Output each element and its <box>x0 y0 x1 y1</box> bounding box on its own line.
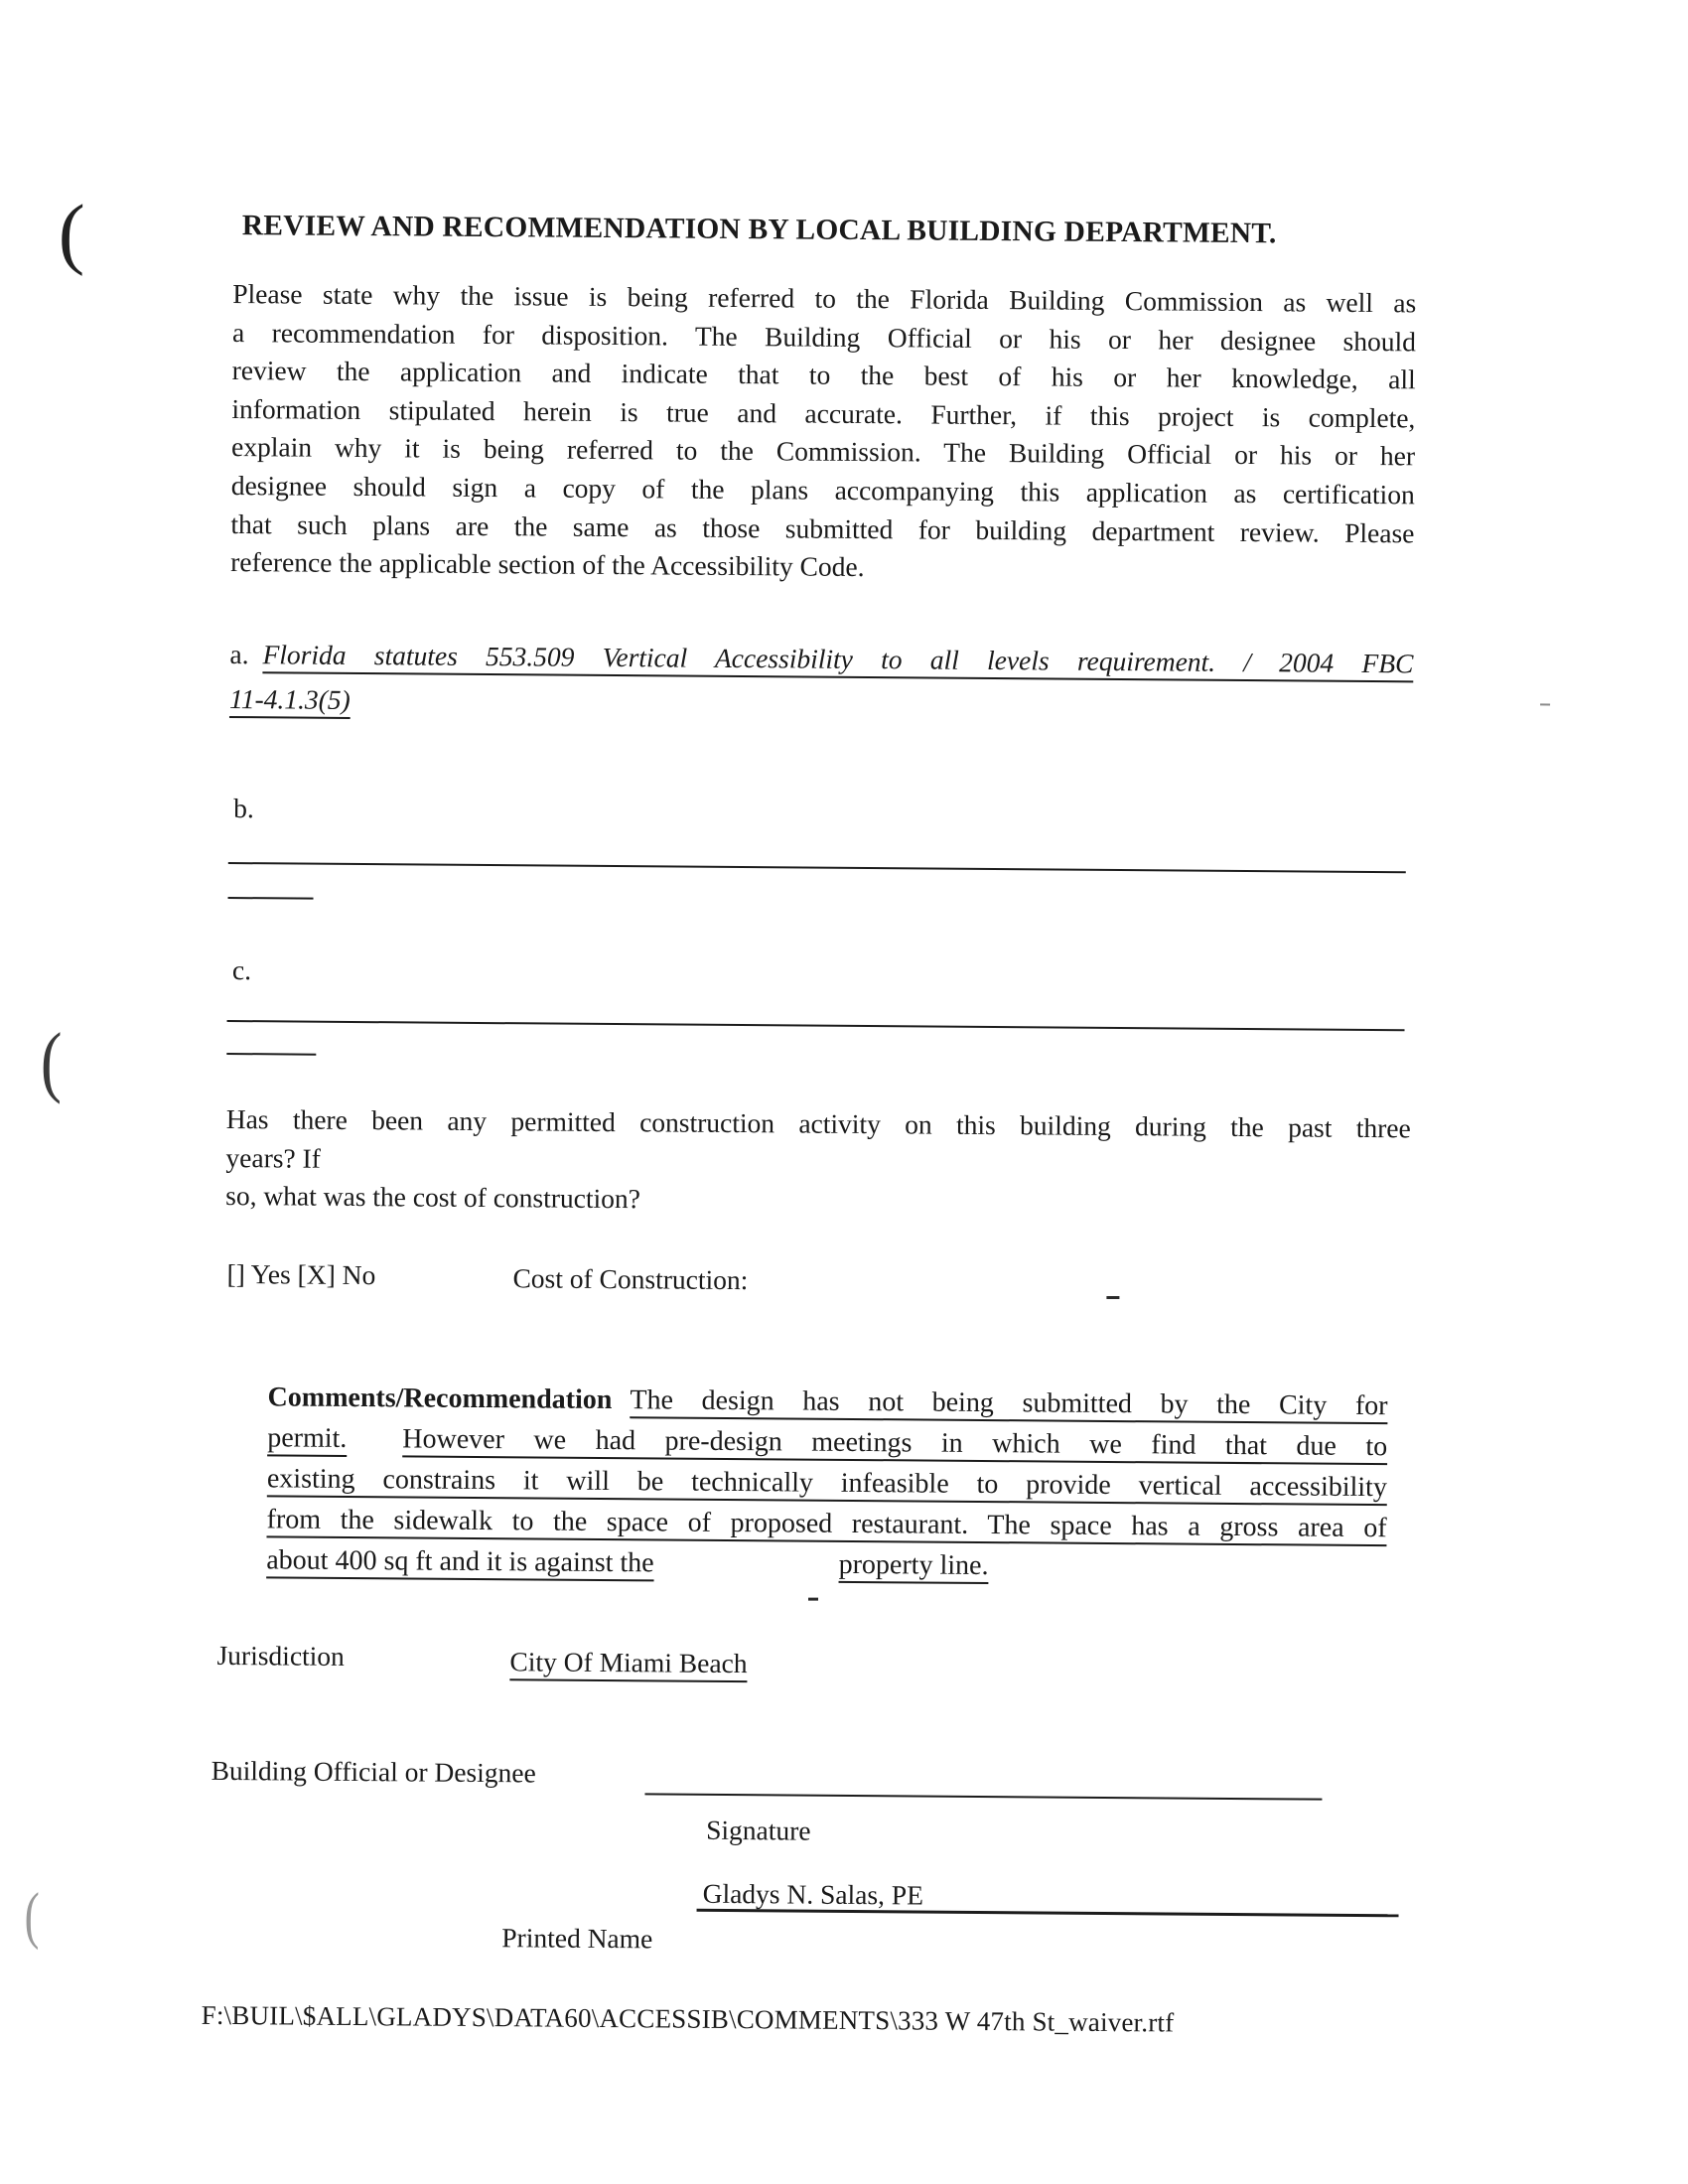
text-line: that such plans are the same as those submitted for building department review. Please <box>230 508 1415 548</box>
item-c-blank-line <box>227 1020 1405 1031</box>
official-designee-label: Building Official or Designee <box>211 1754 536 1789</box>
yes-no-options: [] Yes [X] No <box>226 1257 376 1291</box>
comments-line-5: about 400 sq ft and it is against the property line. <box>266 1544 989 1582</box>
construction-activity-question <box>225 1100 1411 1225</box>
scan-dash-middle <box>808 1598 818 1601</box>
jurisdiction-value: City Of Miami Beach <box>509 1646 748 1679</box>
text-line: information stipulated herein is true and accurate. Further, if this project is complete, <box>231 392 1416 434</box>
item-b-blank-line <box>228 862 1406 873</box>
printed-name-label: Printed Name <box>501 1922 653 1955</box>
item-a-text-line1: Florida statutes 553.509 Vertical Accessibility to all levels requirement. / 2004 FBC <box>262 639 1414 679</box>
comments-line-3: existing constrains it will be technically infeasible to provide vertical accessibility <box>266 1463 1388 1504</box>
item-a-line2: 11-4.1.3(5) <box>228 682 351 715</box>
text-line: so, what was the cost of construction? <box>225 1180 641 1215</box>
printed-name-value: Gladys N. Salas, PE <box>702 1877 924 1911</box>
scan-paren-mark-middle: ( <box>40 1017 63 1105</box>
scan-paren-mark-top: ( <box>58 189 85 277</box>
comments-line-2: permit. However we had pre-design meetings in which we find that due to <box>267 1422 1388 1463</box>
text-line: years? If <box>225 1141 322 1174</box>
item-a <box>229 632 1414 730</box>
item-b-short-line <box>228 897 314 900</box>
cost-of-construction-label: Cost of Construction: <box>512 1262 749 1296</box>
jurisdiction-label: Jurisdiction <box>216 1639 346 1672</box>
comments-line-1: Comments/Recommendation The design has not being submitted by the City for <box>267 1382 1388 1422</box>
scan-paren-mark-bottom: ( <box>24 1879 40 1951</box>
item-c-short-line <box>226 1053 316 1056</box>
item-b-label: b. <box>233 793 254 824</box>
item-a-line1 <box>229 632 1413 685</box>
text-line: Please state why the issue is being referred to the Florida Building Commission as well as <box>232 278 1417 319</box>
text-line: a recommendation for disposition. The Building Official or his or her designee should <box>231 316 1417 357</box>
comments-section <box>266 1377 1388 1589</box>
signature-line <box>644 1793 1322 1800</box>
comments-line-4: from the sidewalk to the space of proposed restaurant. The space has a gross area of <box>266 1504 1387 1544</box>
text-line: reference the applicable section of the Accessibility Code. <box>230 546 865 583</box>
comments-label: Comments/Recommendation <box>267 1382 613 1416</box>
text-line: designee should sign a copy of the plans accompanying this application as certification <box>230 469 1415 510</box>
scan-dash-right <box>1540 703 1550 705</box>
page-title: REVIEW AND RECOMMENDATION BY LOCAL BUILDING DEPARTMENT. <box>241 210 1277 250</box>
signature-label: Signature <box>706 1814 811 1846</box>
text-line: review the application and indicate that to the best of his or her knowledge, all <box>231 355 1416 395</box>
item-c-label: c. <box>231 954 252 986</box>
text-line: explain why it is being referred to the Commission. The Building Official or his or her <box>230 431 1416 472</box>
file-path-footer: F:\BUIL\$ALL\GLADYS\DATA60\ACCESSIB\COMMENTS\333 W 47th St_waiver.rtf <box>201 1999 1175 2038</box>
scan-dash-cost <box>1106 1296 1119 1299</box>
text-line: Has there been any permitted construction activity on this building during the past three <box>225 1102 1411 1144</box>
intro-paragraph <box>230 275 1416 591</box>
item-a-label: a. <box>229 638 249 670</box>
